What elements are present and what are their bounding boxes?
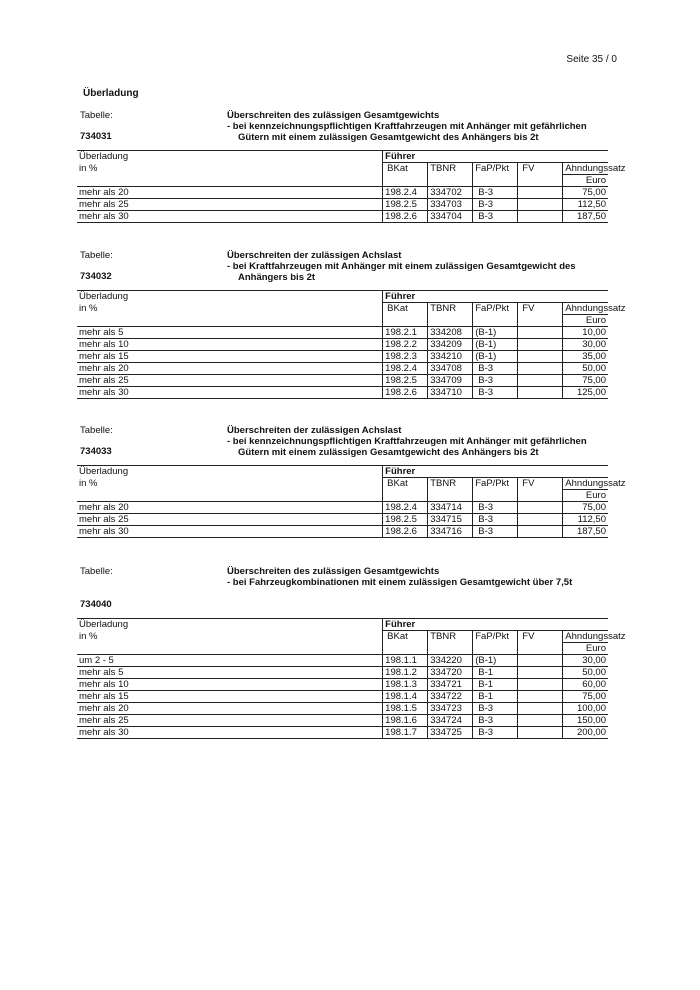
table-description-line: - bei kennzeichnungspflichtigen Kraftfahrzeugen mit Anhänger mit gefährlichen [227,121,587,132]
cell-fv [518,199,563,211]
table-header [77,110,608,150]
tariff-table-block [77,425,626,538]
table-description-line: Anhängers bis 2t [238,272,316,283]
col-ueberladung: Überladung [77,619,383,631]
cell-tbnr: 334210 [428,351,473,363]
col-fv: FV [518,163,563,175]
cell-fappkt: B-3 [473,526,518,538]
cell-fappkt: B-3 [473,187,518,199]
cell-ahndungssatz: 187,50 [563,526,608,538]
table-header [77,250,608,290]
table-description [227,110,587,143]
table-description-line: Überschreiten der zulässigen Achslast [227,250,402,261]
col-fappkt: FaP/Pkt [473,631,518,643]
cell-ueberladung: mehr als 20 [77,703,383,715]
cell-ueberladung: mehr als 20 [77,363,383,375]
cell-ueberladung: mehr als 30 [77,387,383,399]
cell-ueberladung: mehr als 5 [77,667,383,679]
cell-fv [518,526,563,538]
cell-tbnr: 334708 [428,363,473,375]
cell-fv [518,691,563,703]
cell-tbnr: 334702 [428,187,473,199]
cell-tbnr: 334724 [428,715,473,727]
col-euro: Euro [563,315,608,327]
table-description [227,566,572,588]
table-code: 734040 [80,599,112,610]
cell-fv [518,667,563,679]
table-row [77,655,608,667]
cell-tbnr: 334720 [428,667,473,679]
cell-fappkt: B-1 [473,667,518,679]
cell-fv [518,327,563,339]
cell-fv [518,339,563,351]
cell-ahndungssatz: 75,00 [563,375,608,387]
cell-ahndungssatz: 75,00 [563,691,608,703]
col-bkat: BKat [383,478,428,490]
cell-fappkt: B-3 [473,727,518,739]
cell-ueberladung: mehr als 20 [77,187,383,199]
cell-ueberladung: mehr als 15 [77,351,383,363]
cell-bkat: 198.1.5 [383,703,428,715]
col-ueberladung: Überladung [77,291,383,303]
table-description-line: Überschreiten der zulässigen Achslast [227,425,402,436]
cell-fappkt: B-1 [473,679,518,691]
cell-bkat: 198.1.7 [383,727,428,739]
cell-ueberladung: mehr als 25 [77,715,383,727]
cell-fv [518,727,563,739]
col-euro: Euro [563,490,608,502]
col-euro: Euro [563,643,608,655]
cell-fappkt: B-3 [473,703,518,715]
cell-bkat: 198.2.4 [383,187,428,199]
cell-tbnr: 334716 [428,526,473,538]
cell-bkat: 198.1.3 [383,679,428,691]
cell-bkat: 198.2.5 [383,199,428,211]
table-row [77,667,608,679]
table-row [77,363,608,375]
table-row [77,199,608,211]
col-fappkt: FaP/Pkt [473,303,518,315]
table-description-line: Überschreiten des zulässigen Gesamtgewichts [227,566,440,577]
col-bkat: BKat [383,163,428,175]
col-tbnr: TBNR [428,631,473,643]
table-row [77,387,608,399]
cell-fappkt: (B-1) [473,351,518,363]
col-fappkt: FaP/Pkt [473,478,518,490]
cell-fv [518,502,563,514]
cell-fappkt: B-3 [473,199,518,211]
cell-tbnr: 334722 [428,691,473,703]
col-fuehrer: Führer [383,291,608,303]
col-fuehrer: Führer [383,466,608,478]
cell-fv [518,679,563,691]
cell-fv [518,514,563,526]
cell-bkat: 198.1.6 [383,715,428,727]
table-label: Tabelle: [80,110,113,121]
col-fv: FV [518,303,563,315]
table-row [77,211,608,223]
col-fv: FV [518,631,563,643]
table-row [77,375,608,387]
cell-ahndungssatz: 10,00 [563,327,608,339]
cell-tbnr: 334721 [428,679,473,691]
cell-fappkt: (B-1) [473,339,518,351]
table-row [77,703,608,715]
col-tbnr: TBNR [428,163,473,175]
cell-tbnr: 334208 [428,327,473,339]
col-euro: Euro [563,175,608,187]
cell-fappkt: (B-1) [473,327,518,339]
table-description-line: - bei Kraftfahrzeugen mit Anhänger mit einem zulässigen Gesamtgewicht des [227,261,576,272]
cell-fv [518,211,563,223]
table-code: 734033 [80,446,112,457]
table-header [77,566,608,618]
cell-ueberladung: mehr als 25 [77,514,383,526]
table-row [77,187,608,199]
cell-bkat: 198.2.4 [383,363,428,375]
cell-tbnr: 334714 [428,502,473,514]
cell-ahndungssatz: 75,00 [563,187,608,199]
cell-fappkt: B-3 [473,514,518,526]
cell-tbnr: 334704 [428,211,473,223]
table-row [77,715,608,727]
col-in-pct: in % [79,631,98,642]
section-title: Überladung [83,88,139,99]
cell-bkat: 198.2.1 [383,327,428,339]
cell-ueberladung: mehr als 20 [77,502,383,514]
table-row [77,339,608,351]
cell-bkat: 198.2.6 [383,526,428,538]
col-ahndungssatz: Ahndungssatz [563,478,608,490]
table-description-line: Gütern mit einem zulässigen Gesamtgewicht des Anhängers bis 2t [238,447,539,458]
col-bkat: BKat [383,631,428,643]
table-row [77,327,608,339]
cell-ueberladung: mehr als 5 [77,327,383,339]
cell-ueberladung: mehr als 25 [77,375,383,387]
cell-bkat: 198.2.6 [383,387,428,399]
cell-fv [518,715,563,727]
cell-bkat: 198.2.3 [383,351,428,363]
col-fappkt: FaP/Pkt [473,163,518,175]
cell-ahndungssatz: 30,00 [563,339,608,351]
cell-ahndungssatz: 75,00 [563,502,608,514]
cell-ahndungssatz: 187,50 [563,211,608,223]
tariff-table-block [77,110,626,223]
tariff-table [77,465,626,538]
table-code: 734031 [80,131,112,142]
cell-ueberladung: mehr als 30 [77,211,383,223]
cell-ueberladung: mehr als 25 [77,199,383,211]
cell-fappkt: B-3 [473,387,518,399]
table-description-line: - bei Fahrzeugkombinationen mit einem zulässigen Gesamtgewicht über 7,5t [227,577,573,588]
cell-bkat: 198.2.4 [383,502,428,514]
cell-tbnr: 334723 [428,703,473,715]
cell-bkat: 198.1.4 [383,691,428,703]
cell-ueberladung: mehr als 10 [77,339,383,351]
col-in-pct: in % [79,478,98,489]
cell-bkat: 198.2.5 [383,375,428,387]
table-description-line: Gütern mit einem zulässigen Gesamtgewicht des Anhängers bis 2t [238,132,539,143]
cell-tbnr: 334209 [428,339,473,351]
tariff-table-block [77,250,626,399]
cell-bkat: 198.1.2 [383,667,428,679]
col-tbnr: TBNR [428,303,473,315]
table-code: 734032 [80,271,112,282]
cell-ahndungssatz: 100,00 [563,703,608,715]
tariff-table [77,618,626,739]
cell-ahndungssatz: 50,00 [563,363,608,375]
table-row [77,691,608,703]
table-label: Tabelle: [80,425,113,436]
col-in-pct: in % [79,163,98,174]
table-row [77,514,608,526]
cell-fappkt: B-3 [473,502,518,514]
cell-ueberladung: mehr als 30 [77,727,383,739]
cell-fappkt: (B-1) [473,655,518,667]
cell-fappkt: B-3 [473,363,518,375]
cell-bkat: 198.2.2 [383,339,428,351]
cell-ueberladung: mehr als 15 [77,691,383,703]
col-fuehrer: Führer [383,619,608,631]
cell-ueberladung: mehr als 10 [77,679,383,691]
col-fv: FV [518,478,563,490]
cell-ahndungssatz: 200,00 [563,727,608,739]
cell-fappkt: B-3 [473,715,518,727]
cell-fv [518,187,563,199]
col-ahndungssatz: Ahndungssatz [563,303,608,315]
table-row [77,502,608,514]
cell-fv [518,703,563,715]
table-row [77,351,608,363]
cell-tbnr: 334703 [428,199,473,211]
cell-tbnr: 334709 [428,375,473,387]
cell-ahndungssatz: 150,00 [563,715,608,727]
cell-fappkt: B-3 [473,211,518,223]
tariff-table [77,150,626,223]
table-description [227,425,587,458]
cell-ahndungssatz: 125,00 [563,387,608,399]
cell-ahndungssatz: 112,50 [563,514,608,526]
table-row [77,679,608,691]
col-ueberladung: Überladung [77,466,383,478]
cell-tbnr: 334710 [428,387,473,399]
cell-fv [518,375,563,387]
cell-fappkt: B-1 [473,691,518,703]
col-tbnr: TBNR [428,478,473,490]
table-description [227,250,576,283]
cell-bkat: 198.1.1 [383,655,428,667]
cell-bkat: 198.2.5 [383,514,428,526]
table-description-line: - bei kennzeichnungspflichtigen Kraftfahrzeugen mit Anhänger mit gefährlichen [227,436,587,447]
cell-tbnr: 334725 [428,727,473,739]
cell-ahndungssatz: 60,00 [563,679,608,691]
tariff-table-block [77,566,626,739]
cell-ahndungssatz: 50,00 [563,667,608,679]
table-header [77,425,608,465]
cell-bkat: 198.2.6 [383,211,428,223]
cell-fappkt: B-3 [473,375,518,387]
table-row [77,526,608,538]
cell-ueberladung: mehr als 30 [77,526,383,538]
cell-ueberladung: um 2 - 5 [77,655,383,667]
cell-tbnr: 334220 [428,655,473,667]
cell-fv [518,387,563,399]
table-label: Tabelle: [80,250,113,261]
col-ahndungssatz: Ahndungssatz [563,163,608,175]
tariff-table [77,290,626,399]
cell-tbnr: 334715 [428,514,473,526]
cell-ahndungssatz: 35,00 [563,351,608,363]
col-ueberladung: Überladung [77,151,383,163]
table-description-line: Überschreiten des zulässigen Gesamtgewichts [227,110,440,121]
cell-fv [518,351,563,363]
cell-ahndungssatz: 30,00 [563,655,608,667]
cell-ahndungssatz: 112,50 [563,199,608,211]
table-row [77,727,608,739]
cell-fv [518,655,563,667]
col-bkat: BKat [383,303,428,315]
col-fuehrer: Führer [383,151,608,163]
col-in-pct: in % [79,303,98,314]
col-ahndungssatz: Ahndungssatz [563,631,608,643]
cell-fv [518,363,563,375]
table-label: Tabelle: [80,566,113,577]
page-number: Seite 35 / 0 [566,54,617,65]
